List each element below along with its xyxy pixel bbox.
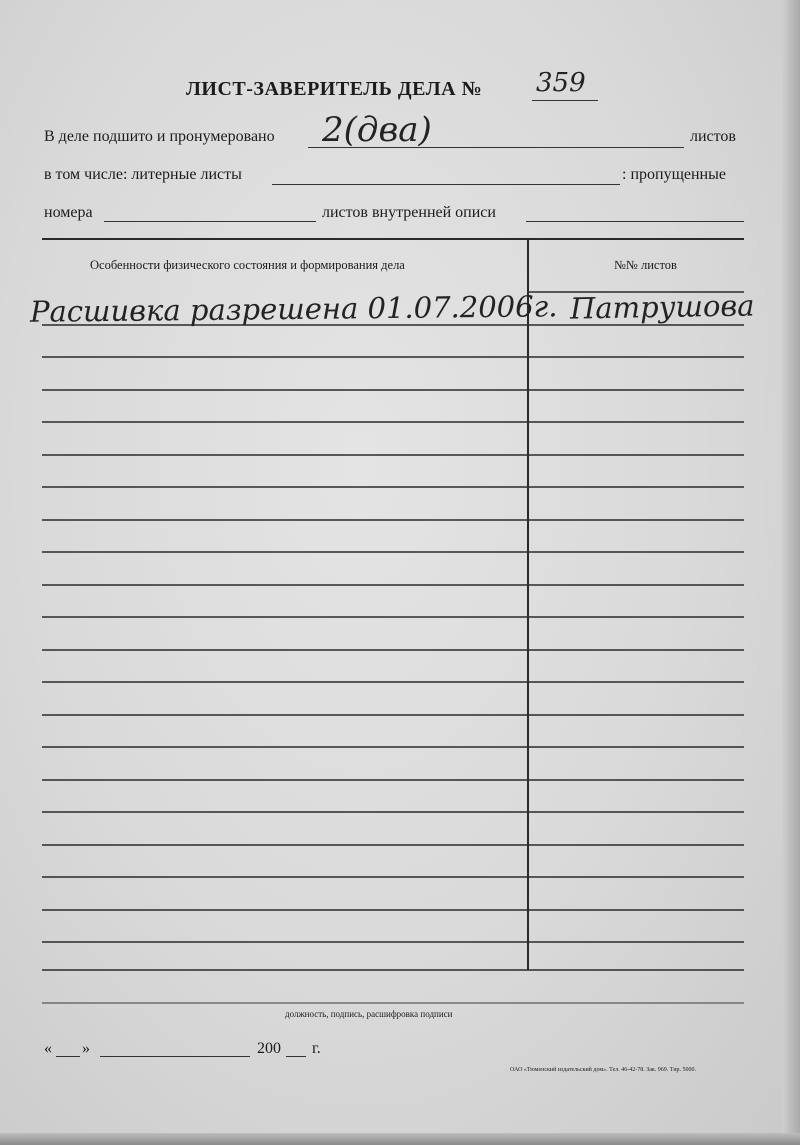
line1-suffix: листов [690, 128, 736, 145]
table-header-right: №№ листов [614, 258, 677, 272]
date-year-suffix: г. [312, 1040, 321, 1057]
date-close-quote: » [82, 1040, 90, 1057]
case-number: 359 [536, 68, 586, 98]
line1-handwritten-count: 2(два) [322, 110, 432, 150]
handwritten-note-left: Расшивка разрешена 01.07.2006г. [29, 289, 558, 329]
date-year-underline [286, 1056, 306, 1057]
line3-middle: листов внутренней описи [322, 204, 496, 221]
line3-prefix: номера [44, 204, 93, 221]
date-year-prefix: 200 [257, 1040, 281, 1057]
signature-caption: должность, подпись, расшифровка подписи [285, 1009, 453, 1019]
date-open-quote: « [44, 1040, 52, 1057]
document-title: ЛИСТ-ЗАВЕРИТЕЛЬ ДЕЛА № [186, 78, 483, 100]
handwritten-note-right: Патрушова [569, 288, 755, 326]
table-header-left: Особенности физического состояния и формирования дела [90, 258, 405, 272]
printer-imprint: ОАО «Тюменский издательский дом». Тел. 46-42-78. Зак. 969. Тир. 5000. [510, 1067, 697, 1073]
line1-prefix: В деле подшито и пронумеровано [44, 128, 275, 145]
line2-prefix: в том числе: литерные листы [44, 166, 242, 183]
date-day-underline [56, 1056, 80, 1057]
line2-suffix: : пропущенные [622, 166, 726, 183]
sheet-bottom-edge [0, 1133, 800, 1145]
sheet-right-edge [782, 0, 800, 1145]
date-month-underline [100, 1056, 250, 1057]
